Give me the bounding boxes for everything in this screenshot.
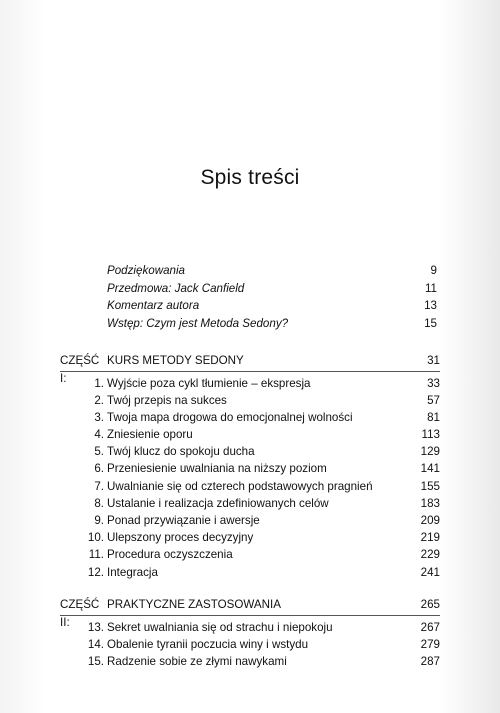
toc-chapter	[60, 426, 440, 443]
chapter-number: 11.	[88, 548, 104, 562]
chapter-number: 14.	[87, 637, 104, 651]
chapter-title: Twój przepis na sukces	[107, 393, 227, 407]
chapter-number: 13.	[87, 620, 104, 634]
chapter-page: 287	[420, 654, 440, 668]
toc-chapter	[60, 564, 440, 581]
chapter-title: Wyjście poza cykl tłumienie – ekspresja	[107, 376, 311, 390]
toc-chapter	[60, 478, 440, 495]
toc-entry-foreword	[107, 280, 437, 298]
toc-entry-page: 15	[424, 316, 437, 330]
front-matter-list	[107, 262, 437, 332]
chapter-page: 279	[420, 637, 440, 651]
toc-chapter	[60, 460, 440, 477]
chapter-title: Przeniesienie uwalniania na niższy poziom	[107, 462, 327, 476]
toc-chapter	[60, 495, 440, 512]
toc-part-1	[60, 352, 440, 581]
chapter-title: Ustalanie i realizacja zdefiniowanych celów	[107, 496, 329, 510]
toc-entry-title: Podziękowania	[107, 264, 185, 277]
chapter-page: 267	[420, 620, 440, 634]
toc-entry-acknowledgements	[107, 262, 437, 280]
chapter-number: 2.	[94, 393, 104, 407]
chapter-title: Procedura oczyszczenia	[107, 548, 233, 562]
chapter-page: 81	[427, 410, 440, 424]
part-label: CZĘŚĆ II:	[60, 598, 100, 629]
toc-entry-page: 9	[430, 264, 437, 277]
toc-entry-title: Przedmowa: Jack Canfield	[107, 281, 245, 295]
chapter-title: Twoja mapa drogowa do emocjonalnej wolności	[107, 410, 353, 424]
chapter-number: 8.	[94, 496, 104, 510]
toc-entry-introduction	[107, 315, 437, 333]
toc-chapter	[60, 392, 440, 409]
chapter-title: Radzenie sobie ze złymi nawykami	[107, 654, 287, 668]
toc-chapter	[60, 653, 440, 670]
chapter-page: 209	[420, 514, 440, 527]
chapter-page: 229	[420, 548, 440, 562]
chapter-number: 12.	[87, 565, 104, 579]
chapter-number: 1.	[94, 376, 104, 390]
part-page: 31	[427, 354, 440, 367]
page-title: Spis treści	[200, 166, 300, 189]
chapter-number: 4.	[94, 428, 104, 442]
chapter-page: 183	[420, 496, 440, 510]
toc-chapter	[60, 443, 440, 460]
chapter-number: 10.	[87, 531, 104, 545]
chapter-page: 155	[420, 479, 440, 493]
toc-chapter	[60, 636, 440, 653]
chapter-title: Obalenie tyranii poczucia winy i wstydu	[107, 637, 309, 651]
chapter-number: 9.	[94, 514, 104, 527]
chapter-page: 241	[420, 565, 440, 579]
chapter-title: Uwalnianie się od czterech podstawowych pragnień	[107, 479, 373, 493]
toc-part-2	[60, 596, 440, 670]
chapter-title: Sekret uwalniania się od strachu i niepokoju	[107, 620, 333, 634]
toc-chapter	[60, 375, 440, 392]
part-title: KURS METODY SEDONY	[107, 354, 244, 367]
toc-chapter	[60, 546, 440, 563]
chapter-number: 7.	[94, 479, 104, 493]
toc-chapter	[60, 512, 440, 529]
chapter-page: 113	[421, 428, 440, 442]
part-page: 265	[420, 598, 440, 611]
chapter-page: 33	[427, 376, 440, 390]
toc-entry-title: Wstęp: Czym jest Metoda Sedony?	[107, 316, 289, 330]
toc-chapter	[60, 529, 440, 546]
chapter-number: 5.	[94, 445, 104, 459]
toc-entry-page: 13	[424, 299, 437, 312]
chapter-title: Integracja	[107, 565, 158, 579]
toc-chapter	[60, 409, 440, 426]
chapter-title: Twój klucz do spokoju ducha	[107, 445, 255, 459]
chapter-page: 141	[420, 462, 440, 476]
part-title: PRAKTYCZNE ZASTOSOWANIA	[107, 598, 281, 611]
chapter-page: 57	[427, 393, 440, 407]
toc-entry-author-comment	[107, 297, 437, 315]
chapter-number: 3.	[94, 410, 104, 424]
toc-entry-page: 11	[424, 281, 437, 295]
chapter-title: Zniesienie oporu	[107, 428, 193, 442]
chapter-title: Ponad przywiązanie i awersje	[107, 514, 260, 527]
chapter-title: Ulepszony proces decyzyjny	[107, 531, 254, 545]
chapter-number: 6.	[94, 462, 104, 476]
toc-chapter	[60, 619, 440, 636]
chapter-page: 129	[420, 445, 440, 459]
chapter-number: 15.	[87, 654, 104, 668]
chapter-page: 219	[420, 531, 440, 545]
toc-entry-title: Komentarz autora	[107, 299, 200, 312]
part-label: CZĘŚĆ I:	[60, 354, 100, 385]
